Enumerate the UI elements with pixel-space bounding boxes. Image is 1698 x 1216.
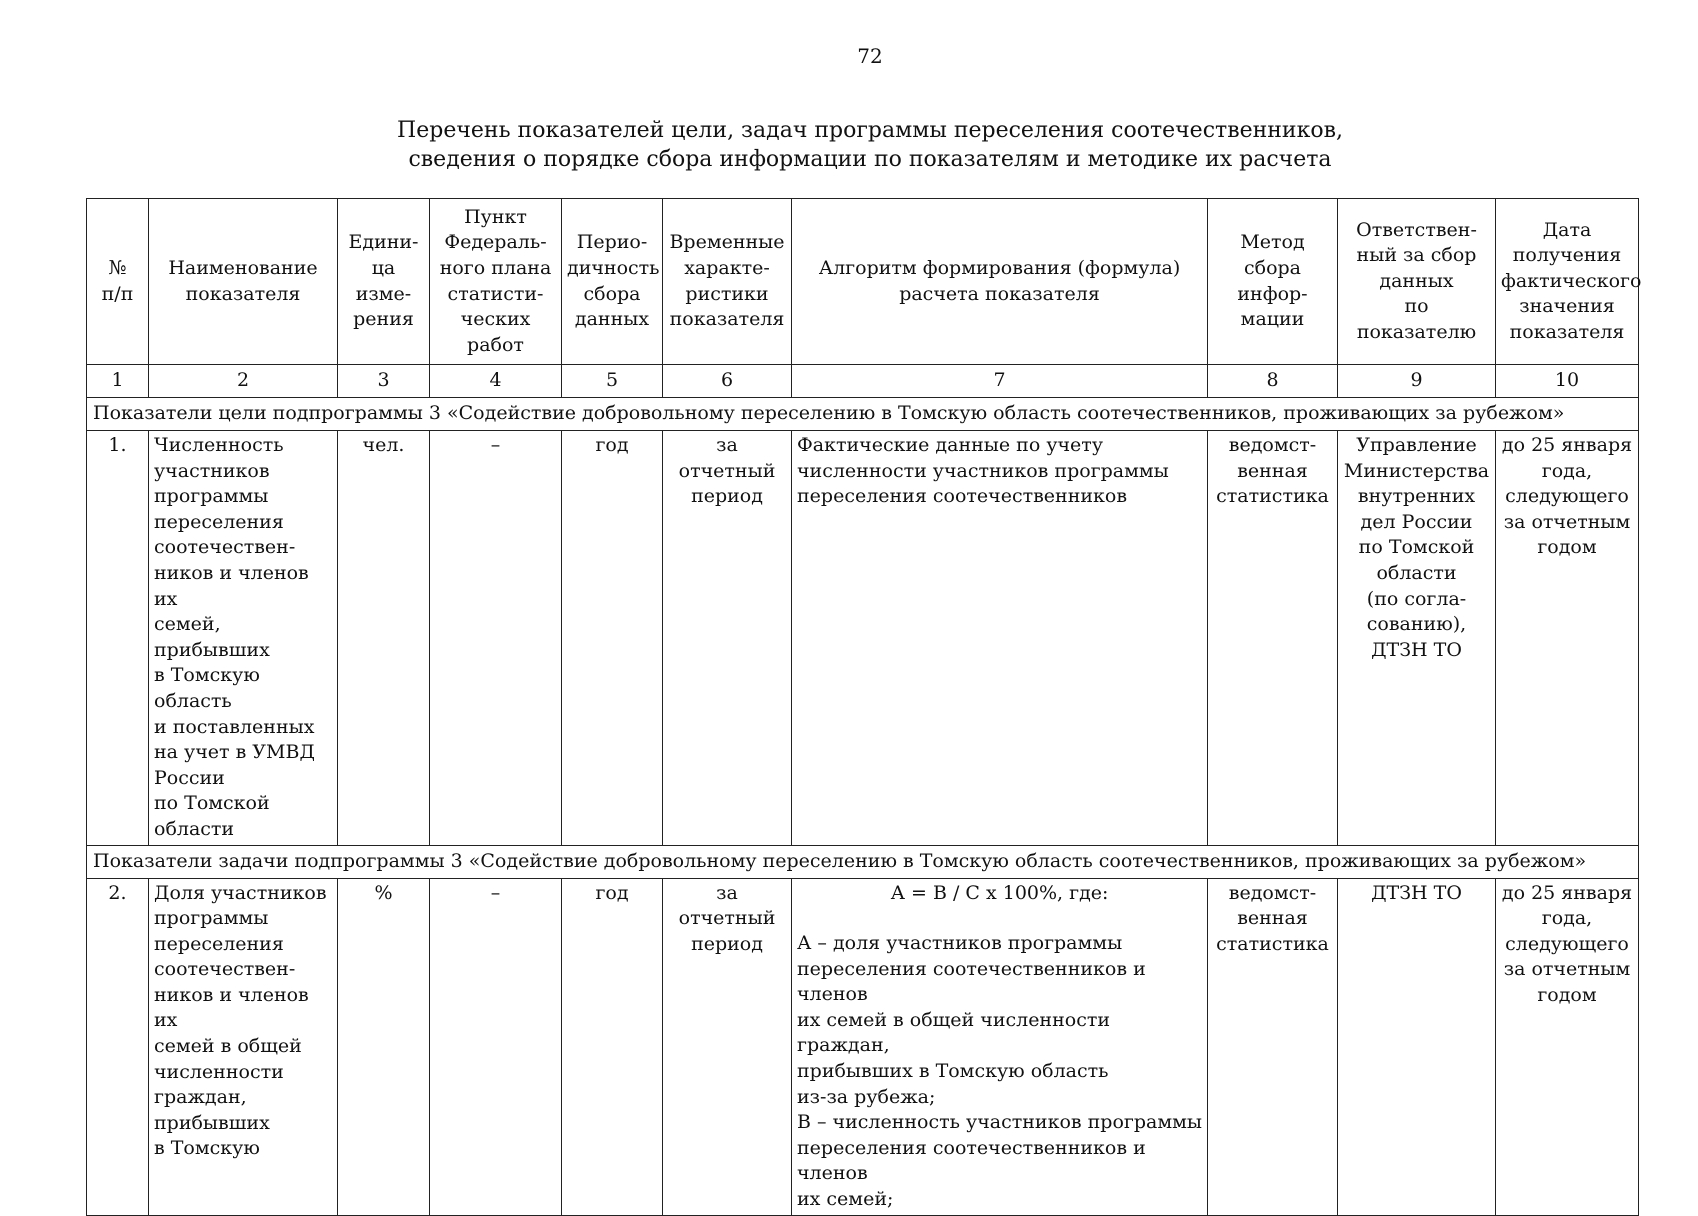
- column-number: 4: [430, 365, 562, 398]
- indicator-unit: чел.: [338, 431, 430, 846]
- indicator-algorithm: А – доля участников программы переселения соотечественников и членов их семей в общей численности граждан, прибывших в Томскую область из-за рубежа; В – численность участников программы переселения соотечественников и членов их семей;: [797, 932, 1203, 1211]
- column-number: 8: [1208, 365, 1338, 398]
- section-task-title: Показатели задачи подпрограммы 3 «Содействие добровольному переселению в Томскую область соотечественников, проживающих за рубежом»: [87, 845, 1639, 878]
- indicator-algorithm-cell: [792, 878, 1208, 1215]
- indicator-date: до 25 января года, следующего за отчетным годом: [1496, 431, 1639, 846]
- column-number: 7: [792, 365, 1208, 398]
- column-numbers-row: [87, 365, 1639, 398]
- header-periodicity: Перио- дичность сбора данных: [562, 199, 663, 365]
- header-name: Наименование показателя: [149, 199, 338, 365]
- section-goal-row: [87, 398, 1639, 431]
- column-number: 2: [149, 365, 338, 398]
- indicator-time-characteristics: за отчетный период: [663, 878, 792, 1215]
- column-number: 3: [338, 365, 430, 398]
- section-goal-title: Показатели цели подпрограммы 3 «Содействие добровольному переселению в Томскую область соотечественников, проживающих за рубежом»: [87, 398, 1639, 431]
- indicator-date: до 25 января года, следующего за отчетным годом: [1496, 878, 1639, 1215]
- title-line-1: Перечень показателей цели, задач программы переселения соотечественников,: [397, 118, 1343, 143]
- table-row: [87, 431, 1639, 846]
- column-number: 5: [562, 365, 663, 398]
- indicator-formula: А = В / С х 100%, где:: [890, 881, 1109, 904]
- header-plan-item: Пункт Федераль- ного плана статисти- ческих работ: [430, 199, 562, 365]
- indicator-method: ведомст- венная статистика: [1208, 431, 1338, 846]
- table-row: [87, 878, 1639, 1215]
- title-line-2: сведения о порядке сбора информации по показателям и методике их расчета: [408, 147, 1332, 172]
- indicator-algorithm: Фактические данные по учету численности участников программы переселения соотечественников: [792, 431, 1208, 846]
- indicators-table: [86, 198, 1642, 1216]
- header-time-characteristics: Временные характе- ристики показателя: [663, 199, 792, 365]
- indicator-name: Численность участников программы переселения соотечествен- ников и членов их семей, прибывших в Томскую область и поставленных на учет в УМВД России по Томской области: [149, 431, 338, 846]
- indicator-plan-item: –: [430, 431, 562, 846]
- column-number: 10: [1496, 365, 1639, 398]
- column-number: 9: [1338, 365, 1496, 398]
- indicator-name: Доля участников программы переселения соотечествен- ников и членов их семей в общей численности граждан, прибывших в Томскую: [149, 878, 338, 1215]
- row-number: 1.: [87, 431, 149, 846]
- header-row: [87, 199, 1639, 365]
- header-number: № п/п: [87, 199, 149, 365]
- indicator-unit: %: [338, 878, 430, 1215]
- indicator-responsible: ДТЗН ТО: [1338, 878, 1496, 1215]
- indicator-plan-item: –: [430, 878, 562, 1215]
- section-task-row: [87, 845, 1639, 878]
- header-responsible: Ответствен- ный за сбор данных по показателю: [1338, 199, 1496, 365]
- column-number: 6: [663, 365, 792, 398]
- indicator-time-characteristics: за отчетный период: [663, 431, 792, 846]
- row-number: 2.: [87, 878, 149, 1215]
- page-number: 72: [857, 44, 883, 68]
- header-unit: Едини- ца изме- рения: [338, 199, 430, 365]
- indicator-responsible: Управление Министерства внутренних дел России по Томской области (по согла- сованию), ДТЗН ТО: [1338, 431, 1496, 846]
- indicator-method: ведомст- венная статистика: [1208, 878, 1338, 1215]
- indicator-periodicity: год: [562, 431, 663, 846]
- header-algorithm: Алгоритм формирования (формула) расчета показателя: [792, 199, 1208, 365]
- document-title: [0, 116, 1698, 174]
- indicator-periodicity: год: [562, 878, 663, 1215]
- column-number: 1: [87, 365, 149, 398]
- header-method: Метод сбора инфор- мации: [1208, 199, 1338, 365]
- header-date: Дата получения фактического значения показателя: [1496, 199, 1639, 365]
